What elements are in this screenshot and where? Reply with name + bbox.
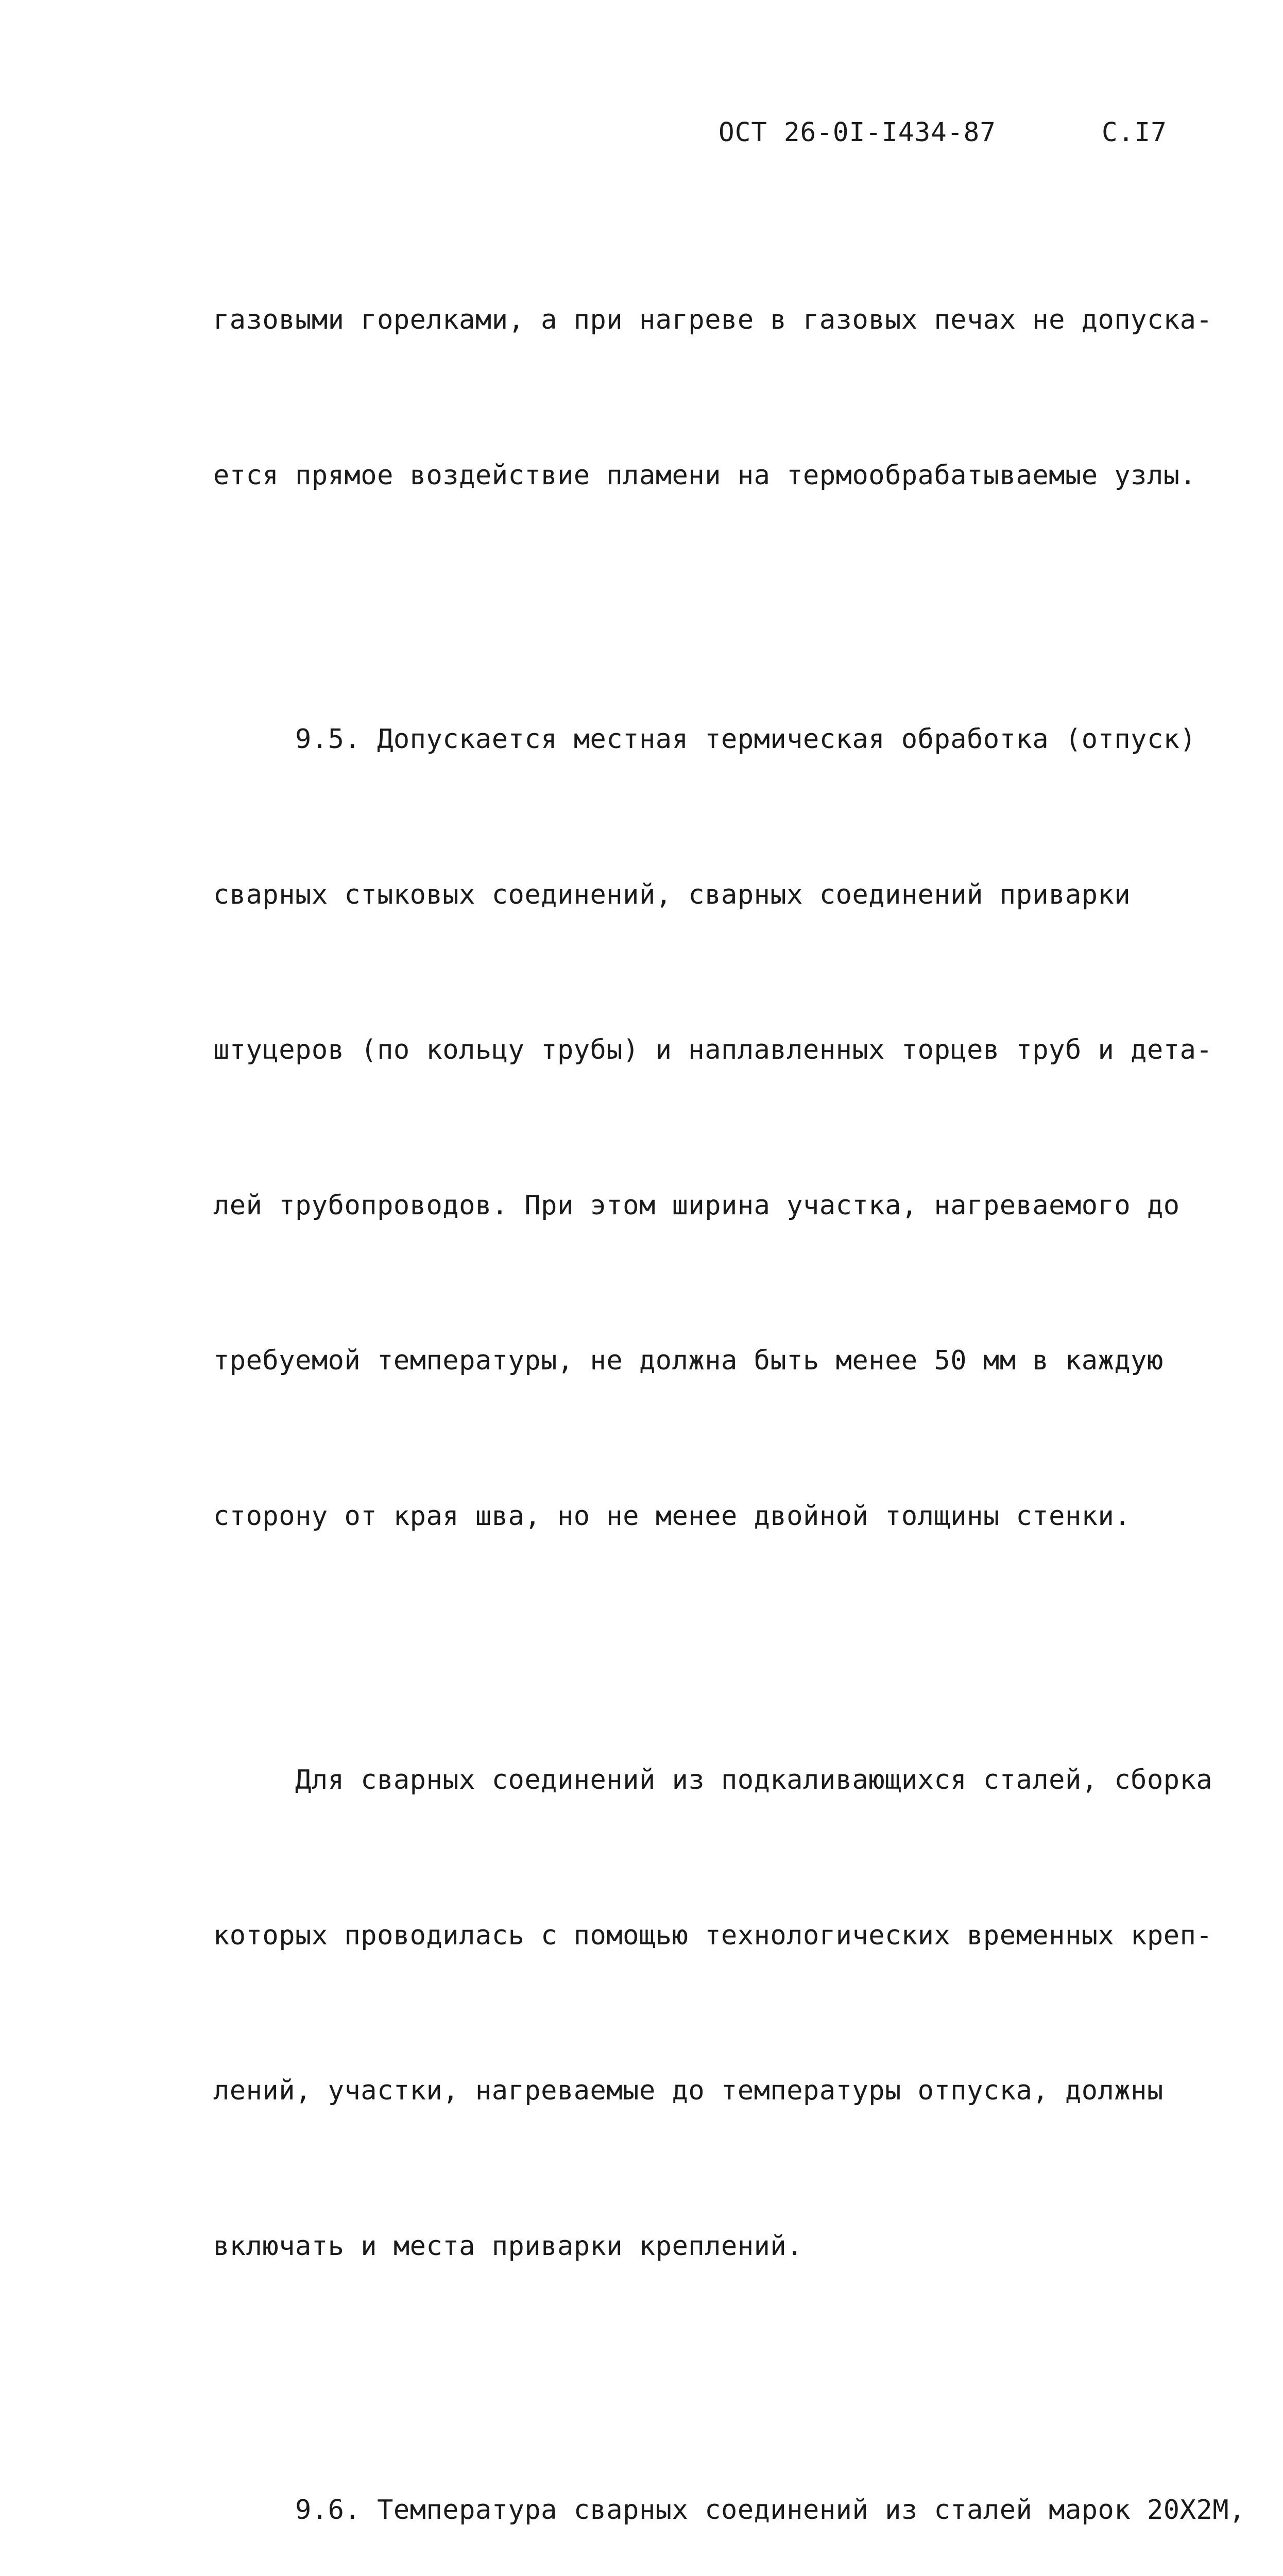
text-line: лений, участки, нагреваемые до температуры отпуска, должны bbox=[213, 2075, 1164, 2106]
text-line: газовыми горелками, а при нагреве в газовых печах не допуска- bbox=[213, 304, 1213, 335]
text-line: Для сварных соединений из подкаливающихся сталей, сборка bbox=[213, 1765, 1213, 1795]
document-code: ОСТ 26-0I-I434-87 bbox=[719, 117, 996, 148]
text-line: лей трубопроводов. При этом ширина участка, нагреваемого до bbox=[213, 1190, 1180, 1221]
text-line: включать и места приварки креплений. bbox=[213, 2230, 803, 2262]
text-line: 9.5. Допускается местная термическая обработка (отпуск) bbox=[213, 724, 1196, 755]
paragraph-9-5-continued bbox=[213, 1651, 1223, 2376]
text-line: которых проводилась с помощью технологических временных креп- bbox=[213, 1920, 1213, 1951]
text-line: ется прямое воздействие пламени на термообрабатываемые узлы. bbox=[213, 460, 1196, 491]
text-line: сторону от края шва, но не менее двойной толщины стенки. bbox=[213, 1500, 1131, 1532]
paragraph-9-5 bbox=[213, 610, 1223, 1646]
text-line: 9.6. Температура сварных соединений из сталей марок 20Х2М, bbox=[213, 2495, 1245, 2526]
text-line: штуцеров (по кольцу трубы) и наплавленных торцев труб и дета- bbox=[213, 1035, 1213, 1065]
page-number: С.I7 bbox=[1102, 117, 1167, 148]
paragraph-continuation bbox=[213, 191, 1223, 605]
text-line: сварных стыковых соединений, сварных соединений приварки bbox=[213, 879, 1131, 910]
body-text bbox=[213, 191, 1245, 2576]
text-line: требуемой температуры, не должна быть менее 50 мм в каждую bbox=[213, 1345, 1164, 1376]
paragraph-9-6 bbox=[213, 2381, 1245, 2576]
